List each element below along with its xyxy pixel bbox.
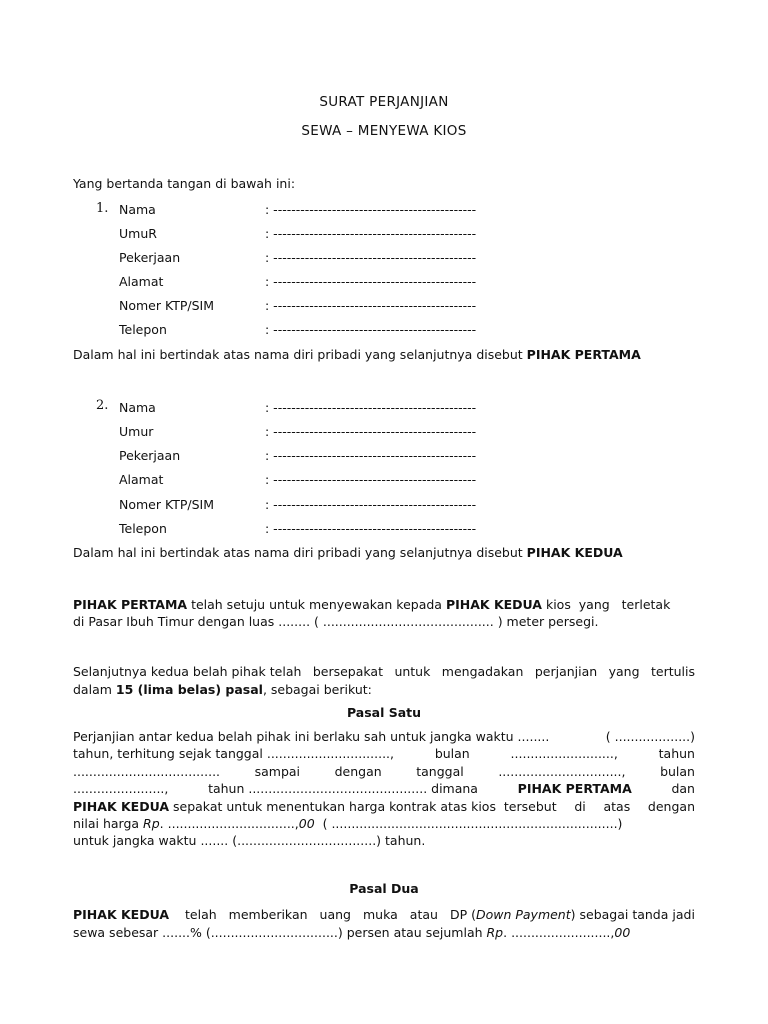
field-label: Pekerjaan bbox=[119, 250, 181, 265]
party1-role: PIHAK PERTAMA bbox=[526, 347, 641, 362]
field-value: : --------------------------------------------- bbox=[265, 497, 477, 512]
next-line-1 bbox=[73, 664, 695, 679]
field-label: Alamat bbox=[119, 274, 164, 289]
text: dan bbox=[671, 781, 695, 796]
pasal1-line-4 bbox=[73, 781, 695, 796]
text: sampai bbox=[254, 764, 301, 779]
text: atau bbox=[409, 907, 438, 922]
agreement-line-2: di Pasar Ibuh Timur dengan luas ........ ( ........................................... ) meter persegi. bbox=[73, 614, 599, 629]
party2-number: 2. bbox=[96, 398, 109, 413]
pasal1-line-2 bbox=[73, 746, 695, 761]
pasal2-line-2 bbox=[73, 925, 630, 940]
text: bulan bbox=[660, 764, 695, 779]
pasal2-line-1 bbox=[73, 907, 695, 922]
field-value: : --------------------------------------------- bbox=[265, 424, 477, 439]
pasal1-line-7: untuk jangka waktu ....... (...................................) tahun. bbox=[73, 833, 426, 848]
word: untuk bbox=[394, 664, 431, 679]
party1-statement bbox=[73, 347, 641, 362]
field-value: : --------------------------------------------- bbox=[265, 298, 477, 313]
field-label: Nama bbox=[119, 202, 156, 217]
field-label: Nomer KTP/SIM bbox=[119, 298, 214, 313]
text: sepakat untuk menentukan harga kontrak atas kios tersebut bbox=[169, 799, 557, 814]
text: dalam bbox=[73, 682, 116, 697]
agreement-text: telah setuju untuk menyewakan kepada bbox=[187, 597, 446, 612]
pasal2-heading: Pasal Dua bbox=[349, 881, 419, 896]
party2-ref: PIHAK KEDUA bbox=[73, 907, 170, 922]
pasal1-line-6 bbox=[73, 816, 695, 831]
field-label: Umur bbox=[119, 424, 154, 439]
field-value: : --------------------------------------------- bbox=[265, 202, 477, 217]
text: tahun bbox=[658, 746, 695, 761]
title-line-1: SURAT PERJANJIAN bbox=[319, 94, 449, 110]
field-label: Telepon bbox=[119, 322, 167, 337]
pasal-count: 15 (lima belas) pasal bbox=[115, 682, 263, 697]
field-label: UmuR bbox=[119, 226, 157, 241]
agreement-party1: PIHAK PERTAMA bbox=[73, 597, 188, 612]
party2-statement bbox=[73, 545, 623, 560]
field-label: Nomer KTP/SIM bbox=[119, 497, 214, 512]
statement-text: Dalam hal ini bertindak atas nama diri pribadi yang selanjutnya disebut bbox=[73, 545, 527, 560]
text: bulan bbox=[434, 746, 470, 761]
word: mengadakan bbox=[441, 664, 524, 679]
word: Selanjutnya kedua belah pihak telah bbox=[73, 664, 302, 679]
text: ) sebagai tanda jadi bbox=[570, 907, 695, 922]
dp-term: Down Payment bbox=[475, 907, 571, 922]
word: tertulis bbox=[650, 664, 695, 679]
field-value: : --------------------------------------------- bbox=[265, 448, 477, 463]
field-value: : --------------------------------------------- bbox=[265, 226, 477, 241]
party2-role: PIHAK KEDUA bbox=[526, 545, 623, 560]
agreement-line-1 bbox=[73, 597, 670, 612]
text: dengan bbox=[334, 764, 382, 779]
text: ( ........................................................................) bbox=[314, 816, 623, 831]
intro-text: Yang bertanda tangan di bawah ini: bbox=[73, 176, 296, 191]
text: di bbox=[574, 799, 586, 814]
pasal1-line-1 bbox=[73, 729, 695, 744]
text: Perjanjian antar kedua belah pihak ini berlaku sah untuk jangka waktu ........ bbox=[73, 729, 550, 744]
field-label: Pekerjaan bbox=[119, 448, 181, 463]
statement-text: Dalam hal ini bertindak atas nama diri pribadi yang selanjutnya disebut bbox=[73, 347, 527, 362]
text: DP ( bbox=[449, 907, 476, 922]
pasal1-line-3 bbox=[73, 764, 695, 779]
field-value: : --------------------------------------------- bbox=[265, 400, 477, 415]
text: sewa sebesar .......% (................................) persen atau sejumlah bbox=[73, 925, 487, 940]
text: . ................................, bbox=[159, 816, 299, 831]
party2-ref: PIHAK KEDUA bbox=[73, 799, 170, 814]
word: perjanjian bbox=[534, 664, 598, 679]
party1-ref: PIHAK PERTAMA bbox=[517, 781, 632, 796]
party1-number: 1. bbox=[96, 201, 109, 216]
text: dengan bbox=[647, 799, 695, 814]
field-label: Alamat bbox=[119, 472, 164, 487]
next-line-2 bbox=[73, 682, 372, 697]
decimals: 00 bbox=[614, 925, 631, 940]
text: atas bbox=[603, 799, 631, 814]
field-value: : --------------------------------------------- bbox=[265, 322, 477, 337]
text: ..................................... bbox=[73, 764, 221, 779]
text: uang bbox=[319, 907, 351, 922]
agreement-text: kios yang terletak bbox=[541, 597, 671, 612]
pasal1-line-5 bbox=[73, 799, 695, 814]
agreement-party2: PIHAK KEDUA bbox=[445, 597, 542, 612]
text: muka bbox=[363, 907, 398, 922]
text: ( ...................) bbox=[605, 729, 695, 744]
decimals: 00 bbox=[298, 816, 315, 831]
currency: Rp bbox=[143, 816, 160, 831]
field-label: Nama bbox=[119, 400, 156, 415]
text: . ........................., bbox=[503, 925, 615, 940]
field-value: : --------------------------------------------- bbox=[265, 250, 477, 265]
text: tahun ............................................. dimana bbox=[208, 781, 478, 796]
title-line-2: SEWA – MENYEWA KIOS bbox=[301, 123, 467, 139]
word: bersepakat bbox=[312, 664, 383, 679]
field-value: : --------------------------------------------- bbox=[265, 274, 477, 289]
text: tanggal bbox=[416, 764, 464, 779]
text: tahun, terhitung sejak tanggal ..............................., bbox=[73, 746, 394, 761]
text: nilai harga bbox=[73, 816, 144, 831]
text: , sebagai berikut: bbox=[262, 682, 372, 697]
pasal1-heading: Pasal Satu bbox=[346, 705, 422, 720]
text: ......................., bbox=[73, 781, 169, 796]
field-value: : --------------------------------------------- bbox=[265, 521, 477, 536]
text: memberikan bbox=[228, 907, 308, 922]
field-value: : --------------------------------------------- bbox=[265, 472, 477, 487]
field-label: Telepon bbox=[119, 521, 167, 536]
text: telah bbox=[181, 907, 217, 922]
currency: Rp bbox=[486, 925, 504, 940]
text: .........................., bbox=[510, 746, 618, 761]
text: ..............................., bbox=[498, 764, 626, 779]
word: yang bbox=[608, 664, 640, 679]
